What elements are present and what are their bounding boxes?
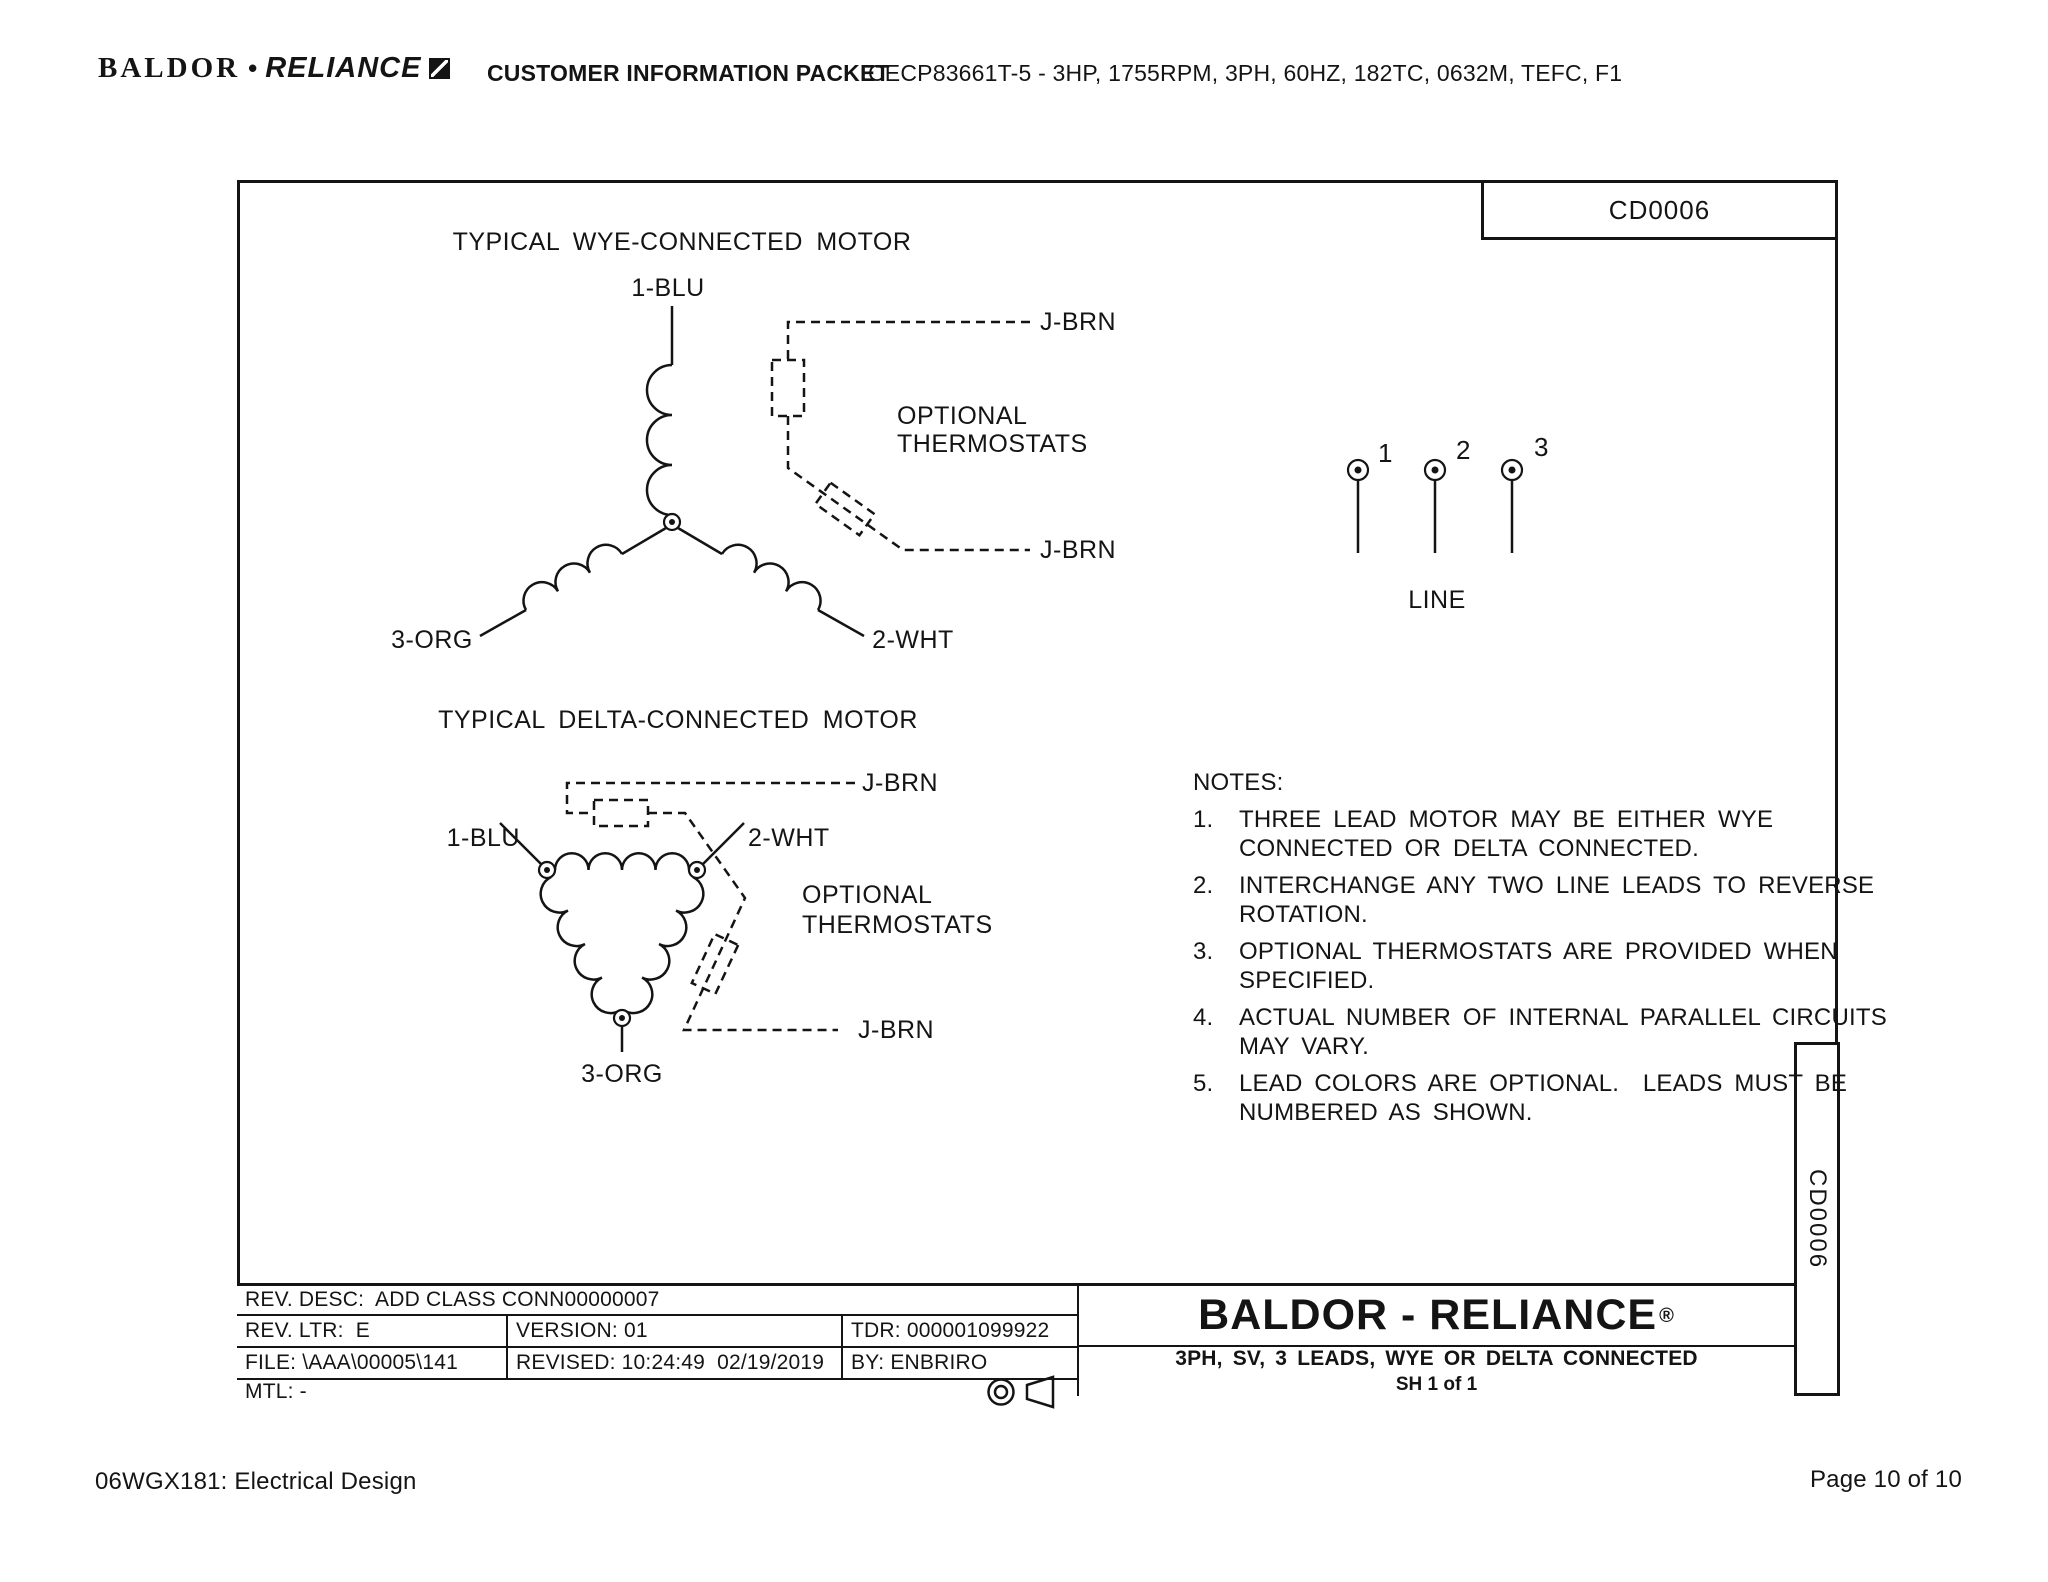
note-number: 4.	[1193, 1004, 1214, 1031]
wye-optional-label-2: THERMOSTATS	[897, 430, 1088, 458]
wye-center-node	[664, 514, 680, 530]
line-terminal-1	[1348, 460, 1368, 553]
note-line: OPTIONAL THERMOSTATS ARE PROVIDED WHEN	[1239, 938, 1838, 965]
title-block-brand: BALDOR - RELIANCE ®	[1079, 1286, 1794, 1347]
drawing-code: CD0006	[1608, 194, 1711, 225]
tdr-cell: TDR: 000001099922	[851, 1319, 1050, 1342]
delta-winding-right	[625, 877, 703, 1013]
terminal-2-label: 2	[1456, 435, 1471, 465]
third-angle-projection-icon	[985, 1375, 1069, 1409]
footer-document-name: 06WGX181: Electrical Design	[95, 1468, 417, 1495]
note-line: ROTATION.	[1239, 901, 1368, 928]
delta-jbrn-top-label: J-BRN	[862, 769, 939, 797]
line-terminal-3	[1502, 460, 1522, 553]
side-code: CD0006	[1804, 1168, 1831, 1270]
line-caption: LINE	[1408, 586, 1466, 614]
delta-node-3	[614, 1010, 630, 1026]
version-cell: VERSION: 01	[508, 1316, 843, 1346]
title-block	[237, 1283, 1794, 1403]
note-line: NUMBERED AS SHOWN.	[1239, 1099, 1533, 1126]
logo-dot: •	[248, 53, 258, 83]
wye-lead1-label: 1-BLU	[631, 274, 705, 302]
delta-jbrn-bottom-label: J-BRN	[858, 1016, 935, 1044]
mtl-cell: MTL: -	[245, 1380, 307, 1403]
logo-reliance-text: RELIANCE	[265, 52, 422, 84]
delta-thermostat-1	[594, 800, 648, 826]
wye-winding-3	[480, 528, 666, 636]
by-cell: BY: ENBRIRO	[851, 1351, 988, 1374]
rev-ltr-row	[237, 1316, 1077, 1348]
wye-jbrn-top-label: J-BRN	[1040, 308, 1117, 336]
delta-node-1	[539, 862, 555, 878]
title-block-brand-area	[1079, 1286, 1794, 1396]
drawing-description: 3PH, SV, 3 LEADS, WYE OR DELTA CONNECTED	[1175, 1347, 1698, 1370]
note-line: INTERCHANGE ANY TWO LINE LEADS TO REVERSE	[1239, 872, 1875, 899]
delta-optional-label-2: THERMOSTATS	[802, 911, 993, 939]
wye-winding-2	[678, 528, 864, 636]
wye-lead2-label: 2-WHT	[872, 626, 954, 654]
revised-cell: REVISED: 10:24:49 02/19/2019	[508, 1348, 843, 1378]
sheet-number: SH 1 of 1	[1395, 1374, 1478, 1395]
note-item-1	[1193, 805, 1833, 863]
mtl-row	[237, 1380, 1077, 1404]
brand-name: BALDOR - RELIANCE	[1198, 1291, 1658, 1339]
title-block-revision-area	[237, 1286, 1079, 1403]
terminal-3-label: 3	[1534, 432, 1549, 462]
rev-desc-cell: REV. DESC: ADD CLASS CONN00000007	[245, 1288, 660, 1311]
notes-heading: NOTES:	[1193, 769, 1284, 796]
baldor-reliance-logo	[98, 52, 450, 85]
wye-diagram	[370, 228, 1140, 688]
note-item-3	[1193, 937, 1838, 995]
note-number: 5.	[1193, 1070, 1214, 1097]
rev-desc-row	[237, 1286, 1077, 1316]
note-item-4	[1193, 1003, 1887, 1061]
wye-title: TYPICAL WYE-CONNECTED MOTOR	[452, 228, 912, 256]
note-line: ACTUAL NUMBER OF INTERNAL PARALLEL CIRCUITS	[1239, 1004, 1887, 1031]
packet-title: CUSTOMER INFORMATION PACKET	[487, 60, 890, 86]
note-number: 3.	[1193, 938, 1214, 965]
delta-optional-label-1: OPTIONAL	[802, 881, 933, 909]
note-number: 1.	[1193, 806, 1214, 833]
delta-title: TYPICAL DELTA-CONNECTED MOTOR	[438, 706, 918, 734]
note-line: CONNECTED OR DELTA CONNECTED.	[1239, 835, 1699, 862]
drawing-code-box	[1481, 180, 1838, 240]
logo-flag-icon	[429, 58, 450, 79]
file-row	[237, 1348, 1077, 1380]
line-terminals	[1330, 428, 1580, 628]
wye-winding-1	[647, 306, 672, 515]
wye-jbrn-bottom-label: J-BRN	[1040, 536, 1117, 564]
delta-winding-top	[555, 853, 689, 870]
delta-winding-left	[541, 877, 619, 1013]
rev-ltr-cell: REV. LTR: E	[237, 1316, 508, 1346]
delta-diagram	[350, 700, 1030, 1100]
note-line: MAY VARY.	[1239, 1033, 1369, 1060]
wye-lead3-label: 3-ORG	[391, 626, 473, 654]
delta-lead1-label: 1-BLU	[446, 824, 520, 852]
delta-lead2-line	[703, 823, 744, 864]
terminal-1-label: 1	[1378, 438, 1393, 468]
wye-thermostat-1	[772, 360, 804, 416]
note-item-2	[1193, 871, 1875, 929]
delta-node-2	[689, 862, 705, 878]
line-terminal-2	[1425, 460, 1445, 553]
note-line: SPECIFIED.	[1239, 967, 1375, 994]
motor-spec-line: CECP83661T-5 - 3HP, 1755RPM, 3PH, 60HZ, 182TC, 0632M, TEFC, F1	[868, 60, 1623, 86]
file-cell: FILE: \AAA\00005\141	[237, 1348, 508, 1378]
notes-section	[1193, 768, 1887, 1135]
footer-page-number: Page 10 of 10	[1809, 1466, 1962, 1493]
delta-lead3-label: 3-ORG	[581, 1060, 663, 1088]
note-line: LEAD COLORS ARE OPTIONAL. LEADS MUST BE	[1239, 1070, 1848, 1097]
note-line: THREE LEAD MOTOR MAY BE EITHER WYE	[1239, 806, 1774, 833]
note-item-5	[1193, 1069, 1848, 1127]
logo-baldor-text: BALDOR	[98, 52, 241, 84]
title-block-description-area	[1079, 1347, 1794, 1396]
delta-lead2-label: 2-WHT	[748, 824, 830, 852]
note-number: 2.	[1193, 872, 1214, 899]
wye-optional-label-1: OPTIONAL	[897, 402, 1028, 430]
